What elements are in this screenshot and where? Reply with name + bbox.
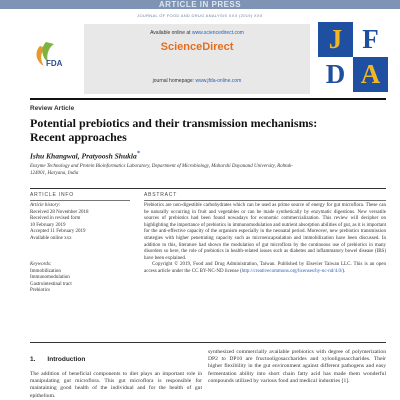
article-info-heading: ARTICLE INFO	[30, 192, 130, 201]
jfda-letter-f: F	[353, 22, 388, 57]
section-heading-introduction	[30, 356, 85, 363]
section-number: 1.	[30, 356, 36, 363]
header-rule	[30, 98, 386, 100]
available-online: Available online at www.sciencedirect.com	[150, 30, 244, 36]
keyword-item: Gastrointestinal tract	[30, 281, 72, 287]
keywords-label: Keywords:	[30, 262, 52, 267]
jfda-logo	[318, 22, 388, 92]
author-affiliation: Enzyme Technology and Protein Bioinformatics Laboratory, Department of Microbiology, Maharshi Dayanand University, Rohtak-124001, Haryana, India	[30, 164, 293, 176]
history-item: Available online xxx	[30, 235, 72, 241]
keywords-block	[30, 262, 135, 295]
section-title: Introduction	[47, 356, 86, 363]
sciencedirect-link[interactable]: www.sciencedirect.com	[191, 30, 244, 36]
history-item: Received 28 November 2018	[30, 209, 89, 215]
fda-logo-text: FDA	[46, 59, 63, 68]
license-link[interactable]: http://creativecommons.org/licenses/by-nc-nd/4.0/	[241, 268, 343, 274]
body-rule	[30, 342, 386, 343]
keyword-item: Prebiotics	[30, 288, 50, 294]
abstract-heading: ABSTRACT	[144, 192, 386, 201]
history-item: 10 February 2019	[30, 222, 66, 228]
article-type: Review Article	[30, 105, 75, 112]
history-item: Received in revised form	[30, 216, 81, 222]
journal-header-box	[84, 24, 310, 94]
body-column-right: synthesized commercially available prebiotics with degree of polymerization DP2 to DP10 are fructooligosaccharides and xylooligosaccharides. Their higher flexibility in the gut environment against different pathogens and easy fermentation ability into short chain fatty acid has made them wonderful compounds utilized by various food and medical industries [1].	[208, 349, 386, 384]
copyright-line: Copyright © 2019, Food and Drug Administration, Taiwan. Published by Elsevier Taiwan LLC. This is an open access article under the CC BY-NC-ND license (http://creativecommons.org/licenses/by-nc-nd/4.0/).	[144, 262, 386, 274]
section-rule	[30, 188, 386, 189]
homepage-link[interactable]: www.jfda-online.com	[195, 78, 242, 84]
history-item: Accepted 11 February 2019	[30, 229, 86, 235]
article-title: Potential prebiotics and their transmission mechanisms: Recent approaches	[30, 116, 318, 144]
history-label: Article history:	[30, 203, 61, 208]
article-history	[30, 203, 135, 243]
article-authors: Ishu Khangwal, Pratyoosh Shukla*	[30, 150, 140, 161]
keyword-item: Immunomodulation	[30, 275, 70, 281]
corresponding-author-mark[interactable]: *	[136, 150, 140, 157]
jfda-letter-d: D	[318, 57, 353, 92]
body-column-left: The addition of beneficial components to diet plays an important role in manipulating gut microflora. This gut microflora is responsible for maintaining good health of the individual and for the health of gut epithelium.	[30, 371, 202, 399]
sciencedirect-wordmark: ScienceDirect	[160, 41, 234, 53]
in-press-banner: ARTICLE IN PRESS	[0, 0, 400, 9]
journal-homepage: journal homepage: www.jfda-online.com	[152, 78, 242, 84]
journal-line: JOURNAL OF FOOD AND DRUG ANALYSIS XXX (2019) XXX	[137, 13, 263, 18]
abstract-text: Prebiotics are non-digestible carbohydrates which can be used as prime source of energy for gut microflora. These can be naturally occurring in fruit and vegetables or can be made synthetically by enzymatic digestions. New versatile sources of prebiotics had been found nowadays for economic commercialization. This review will decipher on highlighting the importance of prebiotics in immunomodulation and nutrient absorption abilities of gut, as it is important for the anti-effective capacity of the organism especially in the neonatal period. Moreover, new prebiotics transmission strategies with higher penetrating capacity such as microencapsulation and immobilization have been discussed. In addition to this, literature had shown the modulation of gut microflora by the continuous use of prebiotics in many disorders so here, the role of prebiotics in health-related issues such as diabetes and inflammatory bowel disease (IBS) have been explained.	[144, 203, 386, 261]
jfda-letter-a: A	[353, 57, 388, 92]
abstract-body	[144, 203, 386, 276]
keyword-item: Immobilization	[30, 268, 61, 274]
fda-logo	[30, 38, 80, 76]
jfda-letter-j: J	[318, 22, 353, 57]
